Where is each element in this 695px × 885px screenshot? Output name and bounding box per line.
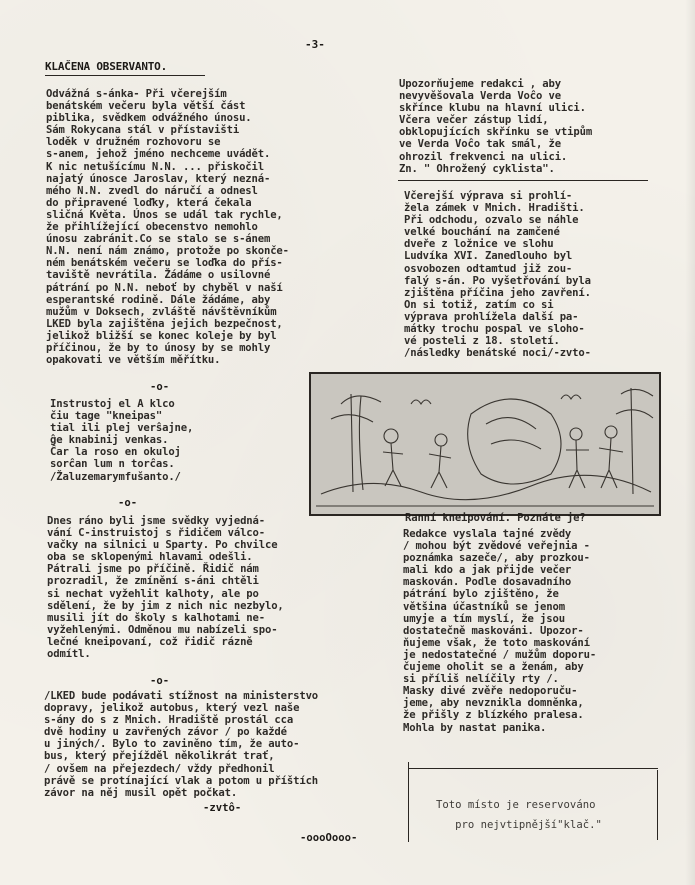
reserved-space-note: Toto místo je reservováno pro nejvtipnější"klač.": [436, 799, 602, 831]
page-edge-shadow: [685, 0, 695, 885]
article-boat-kidnapping: Odvážná s-ánka- Při včerejším benátském večeru byla větší část piblika, svědkem odvážného únosu. Sám Rokycana stál v přístavišti loděk v družném rozhovoru se s-anem, jehož jméno nechceme uvádět. K nic netušícímu N.N. ... přiskočil najatý únosce Jaroslav, který nezná- mého N.N. zvedl do náručí a odnesl do připravené loďky, která čekala sličná Květa. Únos se udál tak rychle, že přihlížející obecenstvo nemohlo únosu zabránit.Co se stalo se s-ánem N.N. není nám známo, protože po skonče- ném benátském večeru se loďka do přís- taviště nevrátila. Žádáme o usilovné pátrání po N.N. neboť by chyběl v naší esperantské rodině. Dále žádáme, aby mužům v Doksech, zvláště návštěvníkům LKED byla zajištěna jejich bezpečnost, jelikož bližší se konec koleje by byl příčinou, že by to únosy by se mohly opakovati ve větším měřítku.: [46, 88, 289, 367]
article-masks: Redakce vyslala tajné zvědy / mohou být zvědové veřejnia - poznámka sazeče/, aby prozkou- mali kdo a jak přijde večer maskován. Podle dosavadního pátrání bylo zjištěno, že většina účastníků se jenom umyje a tím myslí, že jsou dostatečně maskováni. Upozor- ňujeme však, že toto maskování je nedostatečné / mužům doporu- čujeme oholit se a ženám, aby si příliš nelíčily rty /. Masky divé zvěře nedoporuču- jeme, aby nevznikla domněnka, že přišly z blízkého pralesa. Mohla by nastat panika.: [403, 528, 597, 734]
sketch-illustration: [309, 372, 661, 516]
separator-o: -o-: [150, 675, 170, 687]
page-number: -3-: [305, 38, 325, 51]
article-castle-visit: Včerejší výprava si prohlí- žela zámek v Mnich. Hradišti. Při odchodu, ozvalo se náhle velké bouchání na zamčené dveře z ložnice ve slohu Ludvíka XVI. Zanedlouho byl osvobozen odtamtud již zou- falý s-án. Po vyšetřování byla zjištěna příčina jeho zavření. On si totiž, zatím co si výprava prohlížela další pa- mátky trochu pospal ve sloho- vé posteli z 18. století. /následky benátské noci/-zvto-: [404, 190, 591, 360]
article-verda-voco: Upozorňujeme redakci , aby nevyvěšovala Verda Voĉo ve skřínce klubu na hlavní ulici. Včera večer zástup lidí, obklopujících skřínku se vtipům ve Verda Voĉo tak smál, že ohrozil frekvenci na ulici. Zn. " Ohrožený cyklista".: [399, 78, 593, 175]
sketch-drawing: [311, 374, 659, 514]
footer-separator: -oooOooo-: [300, 832, 358, 844]
article-esperanto-verse: Instrustoj el A klco čiu tage "kneipas" tial ili plej verŝajne, ĝe knabinij venkas. Ĉar la roso en okuloj sorĉan lum n torĉas. /Žaluzemarymfušanto./: [50, 398, 194, 483]
section-heading: KLAČENA OBSERVANTO.: [45, 60, 168, 73]
right-divider: [398, 180, 648, 181]
reserved-box-right: [657, 770, 658, 840]
reserved-box-left: [408, 762, 409, 842]
reserved-box-top: [408, 768, 658, 769]
heading-underline: [45, 75, 205, 76]
illustration-caption: Ranní kneipování. Poznáte je?: [405, 512, 586, 524]
article-bus-complaint: /LKED bude podávati stížnost na ministerstvo dopravy, jelikož autobus, který vezl naše s-ány do s z Mnich. Hradiště prostál cca dvě hodiny u zavřených závor / po každé u jiných/. Bylo to zaviněno tím, že auto- bus, který přejížděl několikrát trať, / ovšem na přejezdech/ vždy předhonil právě se protínající vlak a potom u příštích závor na něj musil opět počkat.: [44, 690, 319, 799]
separator-o: -o-: [150, 381, 170, 393]
separator-o: -o-: [118, 497, 138, 509]
author-signature: -zvtô-: [203, 802, 242, 814]
article-steamroller-driver: Dnes ráno byli jsme svědky vyjedná- vání C-instruistoj s řidičem válco- vačky na silnici u Sparty. Po chvilce oba se sklopenými hlavami odešli. Pátrali jsme po příčině. Řidič nám prozradil, že zmínění s-áni chtěli si nechat vyžehlit kalhoty, ale po sdělení, že by jim z nich nic nezbylo, musili jít do školy s kalhotami ne- vyžehlenými. Odměnou mu nabízeli spo- lečné kneipovaní, což řidič rázně odmítl.: [47, 515, 284, 661]
